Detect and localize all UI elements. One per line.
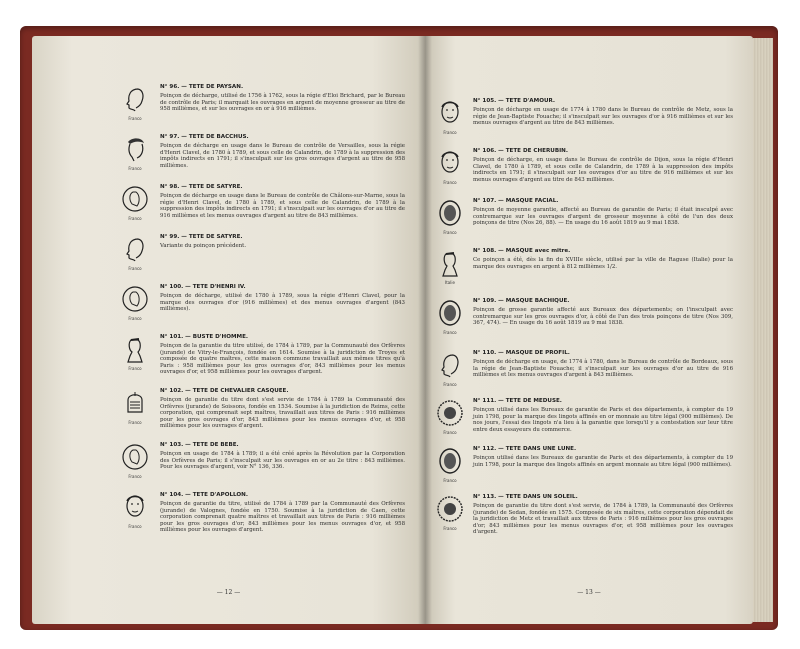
entry-heading: N° 103. — TETE DE BEBE. bbox=[160, 442, 239, 448]
hallmark-icon bbox=[120, 334, 150, 364]
entry-description: Poinçon de décharge en usage dans le Bureau de contrôle de Châlons-sur-Marne, sous la régie d'Henri Clavel, de 1780 à 1789, et sous celle de Calandrin, de 1789 à la suppression des impôts indirects en 1791; il s'insculpait sur les ouvrages d'or au titre de 916 millièmes et les menus ouvrages d'argent au titre de 843 millièmes. bbox=[160, 193, 405, 219]
entry-heading: N° 100. — TETE D'HENRI IV. bbox=[160, 284, 246, 290]
right-page bbox=[425, 36, 753, 624]
right-page-number: — 13 — bbox=[577, 589, 601, 596]
entry-heading: N° 113. — TETE DANS UN SOLEIL. bbox=[473, 494, 578, 500]
entry-heading: N° 97. — TETE DE BACCHUS. bbox=[160, 134, 249, 140]
entry-heading: N° 96. — TETE DE PAYSAN. bbox=[160, 84, 244, 90]
hallmark-region: Franco bbox=[128, 366, 142, 371]
entry-heading: N° 111. — TETE DE MEDUSE. bbox=[473, 398, 562, 404]
entry-number: N° 100. bbox=[160, 284, 184, 290]
entry-title: TETE DE BACCHUS. bbox=[188, 134, 249, 140]
hallmark-region: Italie bbox=[445, 280, 455, 285]
entry-number: N° 107. bbox=[473, 198, 497, 204]
entry-number: N° 96. bbox=[160, 84, 180, 90]
entry-heading: N° 106. — TETE DE CHERUBIN. bbox=[473, 148, 568, 154]
entry-title: TETE DE MEDUSE. bbox=[505, 398, 562, 404]
entry-number: N° 106. bbox=[473, 148, 497, 154]
hallmark-region: Franco bbox=[443, 230, 457, 235]
hallmark-region: Franco bbox=[128, 524, 142, 529]
entry-title: TETE DE CHEVALIER CASQUEE. bbox=[192, 388, 289, 394]
hallmark-icon bbox=[435, 494, 465, 524]
hallmark-icon bbox=[435, 350, 465, 380]
entry-heading: N° 108. — MASQUE avec mitre. bbox=[473, 248, 571, 254]
entry-number: N° 105. bbox=[473, 98, 497, 104]
entry-title: MASQUE FACIAL. bbox=[505, 198, 559, 204]
entry-number: N° 102. bbox=[160, 388, 184, 394]
hallmark-icon bbox=[435, 98, 465, 128]
entry-description: Variante du poinçon précédent. bbox=[160, 243, 247, 249]
entry-heading: N° 110. — MASQUE DE PROFIL. bbox=[473, 350, 570, 356]
hallmark-region: Franco bbox=[443, 130, 457, 135]
entry-number: N° 104. bbox=[160, 492, 184, 498]
entry-number: N° 109. bbox=[473, 298, 497, 304]
entry-number: N° 103. bbox=[160, 442, 184, 448]
hallmark-region: Franco bbox=[128, 216, 142, 221]
entry-number: N° 110. bbox=[473, 350, 497, 356]
left-page bbox=[32, 36, 425, 624]
entry-description: Poinçon de moyenne garantie, affecté au Bureau de garantie de Paris; il était insculpé avec contremarque sur les ouvrages d'argent de grosseur moyenne à côté de l'un des deux poinçons de titre (Nos 26, 88). — En usage du 16 août 1819 au 9 mai 1838. bbox=[473, 207, 733, 227]
left-page-number: — 12 — bbox=[216, 589, 241, 596]
entry-description: Poinçon de décharge, utilisé de 1780 à 1789, sous la régie d'Henri Clavel, pour la marque des ouvrages d'or (916 millièmes) et des menus ouvrages d'argent (843 millièmes). bbox=[160, 293, 405, 313]
entry-description: Poinçon de décharge, utilisé de 1756 à 1762, sous la régie d'Eloi Brichard, par le Bureau de contrôle de Paris; il marquait les ouvrages en argent de moyenne grosseur au titre de 958 millièmes, et sur les ouvrages en or à 916 millièmes. bbox=[160, 93, 405, 113]
entry-description: Poinçon de décharge en usage dans le Bureau de contrôle de Versailles, sous la régie d'Henri Clavel, de 1780 à 1789, et sous celle de Calandrin, de 1789 à la suppression des impôts indirects en 1791; il s'insculpait sur les gros ouvrages d'argent au titre de 958 millièmes. bbox=[160, 143, 405, 169]
hallmark-region: Franco bbox=[443, 526, 457, 531]
entry-title: MASQUE DE PROFIL. bbox=[505, 350, 570, 356]
book-gutter bbox=[418, 36, 432, 624]
hallmark-icon bbox=[435, 446, 465, 476]
entry-number: N° 108. bbox=[473, 248, 497, 254]
hallmark-icon bbox=[435, 298, 465, 328]
entry-title: TETE D'HENRI IV. bbox=[192, 284, 246, 290]
hallmark-region: Franco bbox=[128, 166, 142, 171]
entry-number: N° 113. bbox=[473, 494, 497, 500]
entry-heading: N° 98. — TETE DE SATYRE. bbox=[160, 184, 243, 190]
entry-number: N° 97. bbox=[160, 134, 180, 140]
entry-description: Poinçon de décharge en usage de 1774 à 1780 dans le Bureau de contrôle de Metz, sous la régie de Jean-Baptiste Fouache; il s'insculpait sur les ouvrages d'or à 916 millièmes et sur les menus ouvrages d'argent au titre de 843 millièmes. bbox=[473, 107, 733, 127]
entry-heading: N° 99. — TETE DE SATYRE. bbox=[160, 234, 243, 240]
entry-heading: N° 112. — TETE DANS UNE LUNE. bbox=[473, 446, 577, 452]
entry-title: BUSTE D'HOMME. bbox=[192, 334, 249, 340]
entry-title: TETE DANS UNE LUNE. bbox=[505, 446, 577, 452]
entry-heading: N° 107. — MASQUE FACIAL. bbox=[473, 198, 559, 204]
entry-heading: N° 104. — TETE D'APOLLON. bbox=[160, 492, 248, 498]
entry-title: TETE DE CHERUBIN. bbox=[505, 148, 568, 154]
entry-description: Poinçon de la garantie du titre utilisé, de 1784 à 1789, par la Communauté des Orfèvres (jurande) de Vitry-le-François, fondée en 1614. Soumise à la juridiction de Troyes et composée de quatre maîtres, cette maison commune travaillait aux mêmes titres qu'à Paris : 958 millièmes pour les gros ouvrages d'or, 843 millièmes pour les menus ouvrages d'or, et 958 millièmes pour les ouvrages d'argent. bbox=[160, 343, 405, 376]
entry-heading: N° 101. — BUSTE D'HOMME. bbox=[160, 334, 249, 340]
hallmark-icon bbox=[120, 442, 150, 472]
entry-description: Poinçon de garantie du titre dont s'est servie de 1784 à 1789 la Communauté des Orfèvres (jurande) de Soissons, fondée en 1534. Soumise à la juridiction de Reims, cette corporation, qui comprenait sept maîtres, travaillait aux titres de Paris : 916 millièmes pour les gros ouvrages d'or; 843 millièmes pour les menus ouvrages d'or, et 958 millièmes pour les ouvrages d'argent. bbox=[160, 397, 405, 430]
hallmark-region: Franco bbox=[128, 420, 142, 425]
entry-title: TETE DE SATYRE. bbox=[188, 234, 243, 240]
entry-heading: N° 109. — MASQUE BACHIQUE. bbox=[473, 298, 570, 304]
hallmark-icon bbox=[435, 248, 465, 278]
entry-title: TETE DANS UN SOLEIL. bbox=[505, 494, 578, 500]
entry-description: Poinçon utilisé dans les Bureaux de garantie de Paris et des départements, à compter du 19 juin 1798, pour la marque des lingots affinés en or monnaie au titre légal (900 millièmes). De nos jours, l'essai des lingots n'a lieu à la garantie que lorsqu'il y a contestation sur leur titre entre deux essayeurs du commerce. bbox=[473, 407, 733, 433]
entry-description: Poinçon en usage de 1784 à 1789; il a été créé après la Révolution par la Corporation des Orfèvres de Paris; il s'insculpait sur les ouvrages en or au 2e titre : 843 millièmes. Pour les ouvrages d'argent, voir N° 136, 336. bbox=[160, 451, 405, 471]
hallmark-region: Franco bbox=[128, 116, 142, 121]
hallmark-icon bbox=[435, 148, 465, 178]
hallmark-icon bbox=[435, 198, 465, 228]
hallmark-icon bbox=[120, 84, 150, 114]
entry-title: TETE DE PAYSAN. bbox=[188, 84, 244, 90]
entry-heading: N° 105. — TETE D'AMOUR. bbox=[473, 98, 556, 104]
entry-title: TETE D'AMOUR. bbox=[505, 98, 556, 104]
entry-heading: N° 102. — TETE DE CHEVALIER CASQUEE. bbox=[160, 388, 289, 394]
hallmark-region: Franco bbox=[443, 478, 457, 483]
entry-number: N° 99. bbox=[160, 234, 180, 240]
entry-description: Poinçon de décharge, en usage dans le Bureau de contrôle de Dijon, sous la régie d'Henri Clavel, de 1780 à 1789, et sous celle de Calandrin, de 1789 à la suppression des impôts indirects en 1791; il s'insculpait sur les ouvrages d'or au titre de 916 millièmes et sur les menus ouvrages d'argent au titre de 843 millièmes. bbox=[473, 157, 733, 183]
entry-description: Poinçon de garantie du titre dont s'est servie, de 1784 à 1789, la Communauté des Orfèvres (jurande) de Sedan, fondée en 1575. Composée de six maîtres, cette corporation dépendait de la juridiction de Metz et travaillait aux titres de Paris : 916 millièmes pour les gros ouvrages d'or; 843 millièmes pour les menus ouvrages d'or, et 958 millièmes pour les ouvrages d'argent. bbox=[473, 503, 733, 536]
entry-title: MASQUE avec mitre. bbox=[505, 248, 571, 254]
hallmark-icon bbox=[120, 184, 150, 214]
hallmark-icon bbox=[120, 134, 150, 164]
entry-number: N° 98. bbox=[160, 184, 180, 190]
hallmark-icon bbox=[120, 388, 150, 418]
hallmark-region: Franco bbox=[443, 430, 457, 435]
hallmark-region: Franco bbox=[128, 266, 142, 271]
entry-description: Poinçon de décharge en usage, de 1774 à 1780, dans le Bureau de contrôle de Bordeaux, sous la régie de Jean-Baptiste Fouache; il s'insculpait sur les ouvrages d'or au titre de 916 millièmes et les menus ouvrages d'argent à 843 millièmes. bbox=[473, 359, 733, 379]
entry-number: N° 101. bbox=[160, 334, 184, 340]
entry-title: TETE DE SATYRE. bbox=[188, 184, 243, 190]
hallmark-region: Franco bbox=[443, 330, 457, 335]
entry-description: Poinçon de grosse garantie affecté aux Bureaux des départements; on l'insculpait avec contremarque sur les gros ouvrages d'or, à côté de l'un des trois poinçons de titre (Nos 309, 367, 474). — En usage du 16 août 1819 au 9 mai 1838. bbox=[473, 307, 733, 327]
entry-number: N° 112. bbox=[473, 446, 497, 452]
entry-title: TETE D'APOLLON. bbox=[192, 492, 248, 498]
entry-number: N° 111. bbox=[473, 398, 497, 404]
hallmark-region: Franco bbox=[128, 316, 142, 321]
hallmark-region: Franco bbox=[443, 382, 457, 387]
page-edges bbox=[753, 38, 773, 622]
hallmark-region: Franco bbox=[443, 180, 457, 185]
hallmark-icon bbox=[120, 284, 150, 314]
entry-description: Ce poinçon a été, dès la fin du XVIIIe siècle, utilisé par la ville de Raguse (Italie) pour la marque des ouvrages en argent à 812 millièmes 1/2. bbox=[473, 257, 733, 270]
hallmark-icon bbox=[120, 492, 150, 522]
entry-description: Poinçon utilisé dans les Bureaux de garantie de Paris et des départements, à compter du 19 juin 1798, pour la marque des lingots affinés en argent monnaie au titre légal (900 millièmes). bbox=[473, 455, 733, 468]
hallmark-icon bbox=[435, 398, 465, 428]
hallmark-region: Franco bbox=[128, 474, 142, 479]
hallmark-icon bbox=[120, 234, 150, 264]
entry-title: TETE DE BEBE. bbox=[192, 442, 239, 448]
entry-title: MASQUE BACHIQUE. bbox=[505, 298, 570, 304]
entry-description: Poinçon de garantie du titre, utilisé de 1784 à 1789 par la Communauté des Orfèvres (jurande) de Valognes, fondée en 1750. Soumise à la juridiction de Caen, cette corporation comprenait quatre maîtres et travaillait aux titres de Paris : 916 millièmes pour les gros ouvrages d'or; 843 millièmes pour les menus ouvrages d'or, et 958 millièmes pour les ouvrages d'argent. bbox=[160, 501, 405, 534]
